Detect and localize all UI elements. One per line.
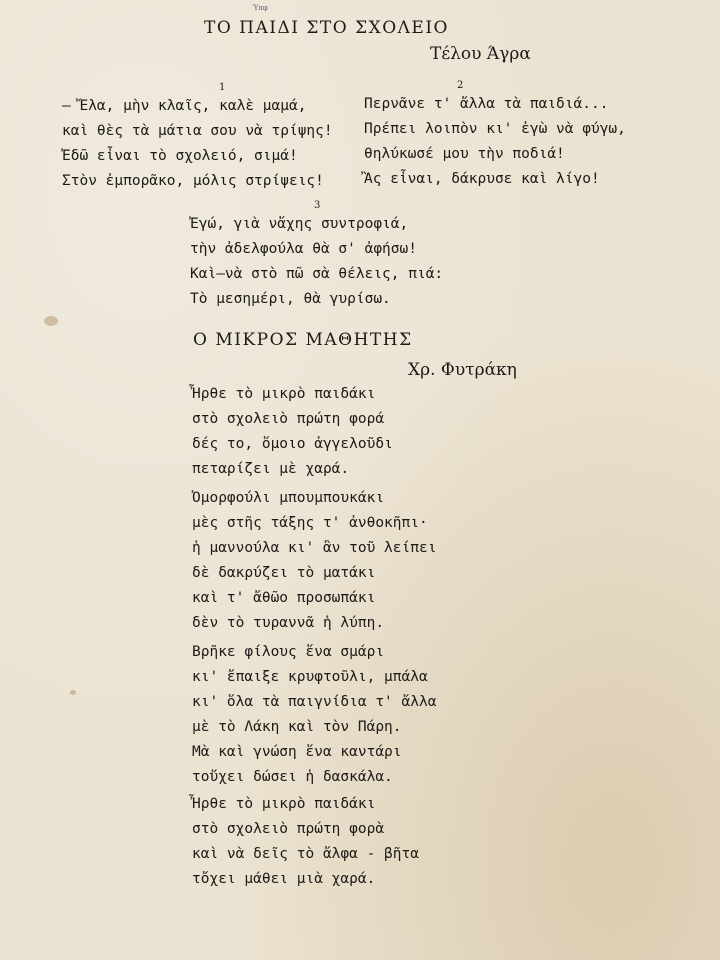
verse-line: πεταρίζει μὲ χαρά. — [192, 461, 350, 477]
verse-line: Στὸν ἐμπορᾶκο, μόλις στρίψεις! — [62, 173, 324, 189]
poem1-stanza3 — [190, 212, 490, 312]
stanza2-number: 2 — [457, 80, 464, 91]
verse-line: Ἐγώ, γιὰ νἄχης συντροφιά, — [190, 216, 409, 232]
verse-line: Ἦρθε τὸ μικρὸ παιδάκι — [192, 796, 376, 812]
poem1-stanza1 — [62, 94, 352, 194]
poem2-title: Ο ΜΙΚΡΟΣ ΜΑΘΗΤΗΣ — [193, 330, 413, 350]
verse-line: καὶ τ' ἄθῶο προσωπάκι — [192, 590, 376, 606]
verse-line: Ἂς εἶναι, δάκρυσε καὶ λίγο! — [364, 171, 600, 187]
verse-line: Ὀμορφούλι μπουμπουκάκι — [192, 490, 385, 506]
poem2-stanza3 — [192, 640, 492, 790]
poem2-stanza4 — [192, 792, 492, 892]
poem2-stanza2 — [192, 486, 492, 636]
verse-line: καὶ νὰ δεῖς τὸ ἄλφα - βῆτα — [192, 846, 419, 862]
verse-line: Ἐδῶ εἶναι τὸ σχολειό, σιμά! — [62, 148, 298, 164]
verse-line: μὲ τὸ Λάκη καὶ τὸν Πάρη. — [192, 719, 402, 735]
verse-line: κι' ἔπαιξε κρυφτοῦλι, μπάλα — [192, 669, 428, 685]
verse-line: Τὸ μεσημέρι, θὰ γυρίσω. — [190, 291, 391, 307]
verse-line: ἡ μαννούλα κι' ἂν τοῦ λείπει — [192, 540, 437, 556]
paper-stain — [44, 316, 58, 326]
stanza3-number: 3 — [314, 200, 321, 211]
verse-line: Πρέπει λοιπὸν κι' ἐγὼ νὰ φύγω, — [364, 121, 626, 137]
poem2-author: Χρ. Φυτράκη — [408, 360, 517, 380]
verse-line: τὴν ἀδελφούλα θὰ σ' ἀφήσω! — [190, 241, 417, 257]
verse-line: τὄχει μάθει μιὰ χαρά. — [192, 871, 376, 887]
verse-line: Ἦρθε τὸ μικρὸ παιδάκι — [192, 386, 376, 402]
verse-line: δὲν τὸ τυραννᾶ ἡ λύπη. — [192, 615, 385, 631]
verse-line: δὲ δακρύζει τὸ ματάκι — [192, 565, 376, 581]
verse-line: δές το, ὅμοιο ἀγγελοῦδι — [192, 436, 393, 452]
verse-line: θηλύκωσέ μου τὴν ποδιά! — [364, 146, 565, 162]
stanza1-number: 1 — [219, 82, 226, 93]
verse-line: στὸ σχολειὸ πρώτη φορά — [192, 411, 385, 427]
verse-line: τοὔχει δώσει ἡ δασκάλα. — [192, 769, 393, 785]
verse-line: μὲς στῆς τάξης τ' ἀνθοκῆπι· — [192, 515, 428, 531]
poem1-title: ΤΟ ΠΑΙΔΙ ΣΤΟ ΣΧΟΛΕΙΟ — [204, 18, 449, 38]
corner-stamp: Ύπφ — [252, 4, 268, 12]
verse-line: Καὶ—νὰ στὸ πῶ σὰ θέλεις, πιά: — [190, 266, 444, 282]
verse-line: Βρῆκε φίλους ἕνα σμάρι — [192, 644, 385, 660]
verse-line: Μὰ καὶ γνώση ἕνα καντάρι — [192, 744, 402, 760]
verse-line: καὶ θὲς τὰ μάτια σου νὰ τρίψης! — [62, 123, 333, 139]
verse-line: κι' ὅλα τὰ παιγνίδια τ' ἄλλα — [192, 694, 437, 710]
poem1-stanza2 — [364, 92, 664, 192]
poem1-author: Τέλου Άγρα — [430, 44, 531, 64]
poem2-stanza1 — [192, 382, 492, 482]
verse-line: Περνᾶνε τ' ἄλλα τὰ παιδιά... — [364, 96, 609, 112]
verse-line: στὸ σχολειὸ πρώτη φορὰ — [192, 821, 385, 837]
paper-stain — [70, 690, 76, 695]
verse-line: — Ἔλα, μὴν κλαῖς, καλὲ μαμά, — [62, 98, 307, 114]
